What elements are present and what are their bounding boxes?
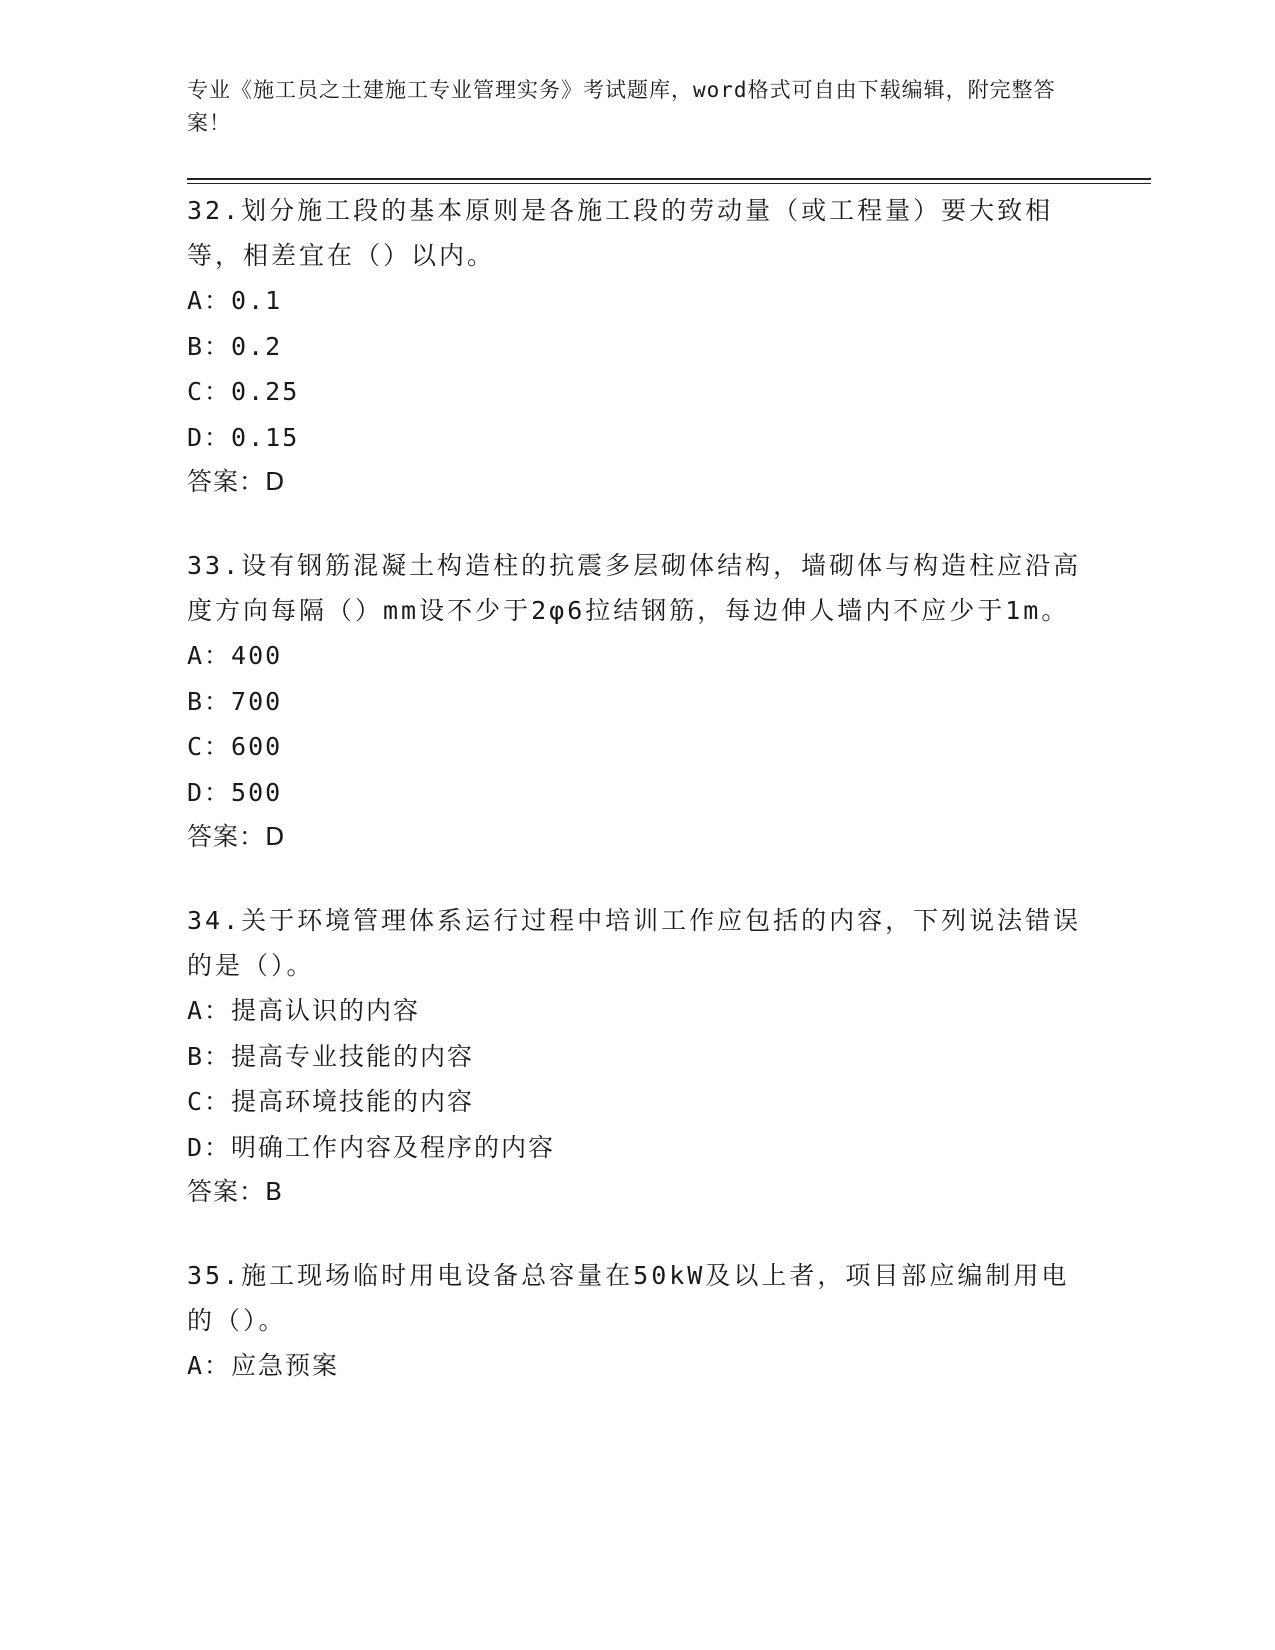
option-d: D：0.15 — [187, 422, 300, 452]
option-b: B：700 — [187, 686, 283, 716]
option-c: C：提高环境技能的内容 — [187, 1087, 475, 1116]
question-33 — [187, 543, 1087, 859]
answer-line: 答案：D — [187, 822, 286, 851]
option-a: A：400 — [187, 641, 283, 670]
header-divider-thick — [187, 178, 1151, 180]
option-b: B：0.2 — [187, 331, 283, 361]
question-34 — [187, 898, 1087, 1214]
option-d: D：500 — [187, 777, 283, 807]
answer-line: 答案：D — [187, 467, 286, 496]
question-list — [187, 188, 1087, 1428]
question-stem: 35.施工现场临时用电设备总容量在50kW及以上者，项目部应编制用电的（）。 — [187, 1261, 1070, 1335]
question-35 — [187, 1253, 1087, 1389]
question-32 — [187, 188, 1087, 504]
option-a: A：0.1 — [187, 286, 283, 315]
option-c: C：0.25 — [187, 377, 300, 406]
option-c: C：600 — [187, 732, 283, 761]
option-a: A：提高认识的内容 — [187, 996, 421, 1025]
question-stem: 32.划分施工段的基本原则是各施工段的劳动量（或工程量）要大致相等，相差宜在（）以内。 — [187, 196, 1054, 270]
question-stem: 33.设有钢筋混凝土构造柱的抗震多层砌体结构，墙砌体与构造柱应沿高度方向每隔（）mm设不少于2φ6拉结钢筋，每边伸人墙内不应少于1m。 — [187, 551, 1082, 625]
header-divider-thin — [187, 183, 1151, 184]
option-d: D：明确工作内容及程序的内容 — [187, 1132, 556, 1162]
answer-line: 答案：B — [187, 1177, 284, 1206]
option-a: A：应急预案 — [187, 1351, 340, 1380]
document-intro: 专业《施工员之土建施工专业管理实务》考试题库，word格式可自由下载编辑，附完整答案！ — [187, 78, 1056, 135]
option-b: B：提高专业技能的内容 — [187, 1041, 475, 1071]
question-stem: 34.关于环境管理体系运行过程中培训工作应包括的内容，下列说法错误的是（）。 — [187, 906, 1082, 980]
